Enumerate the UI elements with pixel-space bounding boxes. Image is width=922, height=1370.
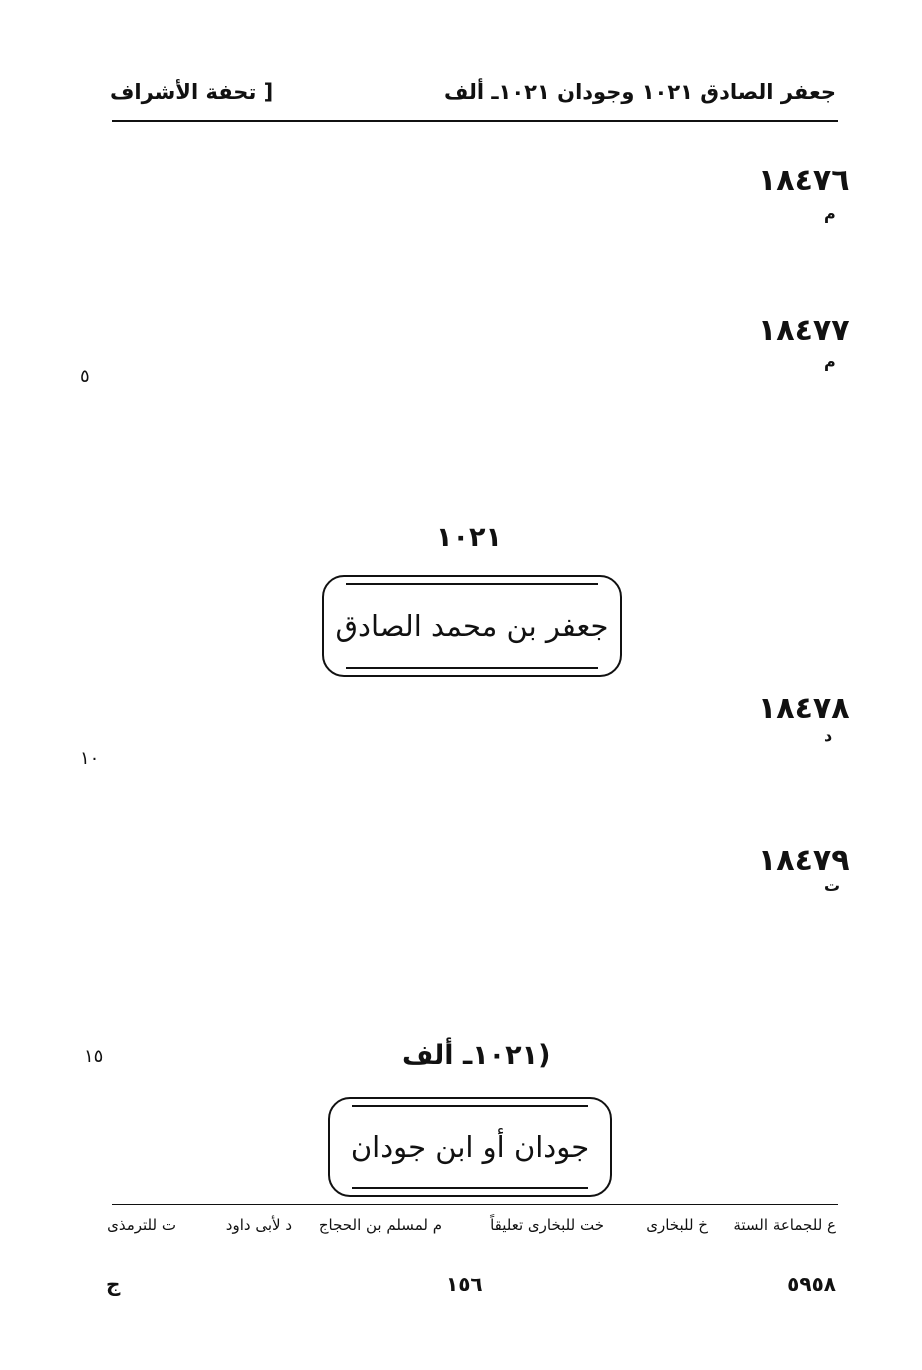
margin-line-number: ١٥ xyxy=(84,1046,104,1067)
entry-sigla: ت xyxy=(824,876,841,895)
section-title-box xyxy=(322,575,622,677)
section-number: (١٠٢١ـ ألف xyxy=(402,1040,551,1071)
legend-item: خت للبخارى تعليقاً xyxy=(490,1216,604,1234)
entry-number: ١٨٤٧٨ xyxy=(758,691,850,726)
legend-item: م لمسلم بن الحجاج xyxy=(318,1216,442,1234)
section-number: ١٠٢١ xyxy=(436,522,502,553)
page-number-left: ج xyxy=(106,1272,121,1296)
footer-divider xyxy=(112,1204,838,1205)
page-number-center: ١٥٦ xyxy=(446,1272,483,1296)
legend-item: ت للترمذى xyxy=(107,1216,176,1234)
page-header-title: جعفر الصادق ١٠٢١ وجودان ١٠٢١ـ ألف xyxy=(443,80,836,104)
entry-sigla: د xyxy=(824,726,833,745)
entry-number: ١٨٤٧٧ xyxy=(758,313,850,348)
legend-item: د لأبى داود xyxy=(225,1216,292,1234)
entry-number: ١٨٤٧٩ xyxy=(758,843,850,878)
legend-item: ع للجماعة الستة xyxy=(733,1216,836,1234)
legend-item: خ للبخارى xyxy=(646,1216,708,1234)
section-title: جودان أو ابن جودان xyxy=(350,1130,590,1164)
section-title-box xyxy=(328,1097,612,1197)
entry-number: ١٨٤٧٦ xyxy=(758,163,850,198)
margin-line-number: ١٠ xyxy=(80,748,100,769)
page-number-right: ٥٩٥٨ xyxy=(787,1272,836,1296)
entry-sigla: م xyxy=(824,204,836,223)
page-header-book: [ تحفة الأشراف xyxy=(110,80,274,104)
entry-sigla: م xyxy=(824,352,836,371)
margin-line-number: ٥ xyxy=(80,366,90,387)
header-divider xyxy=(112,120,838,122)
section-title: جعفر بن محمد الصادق xyxy=(335,609,609,643)
